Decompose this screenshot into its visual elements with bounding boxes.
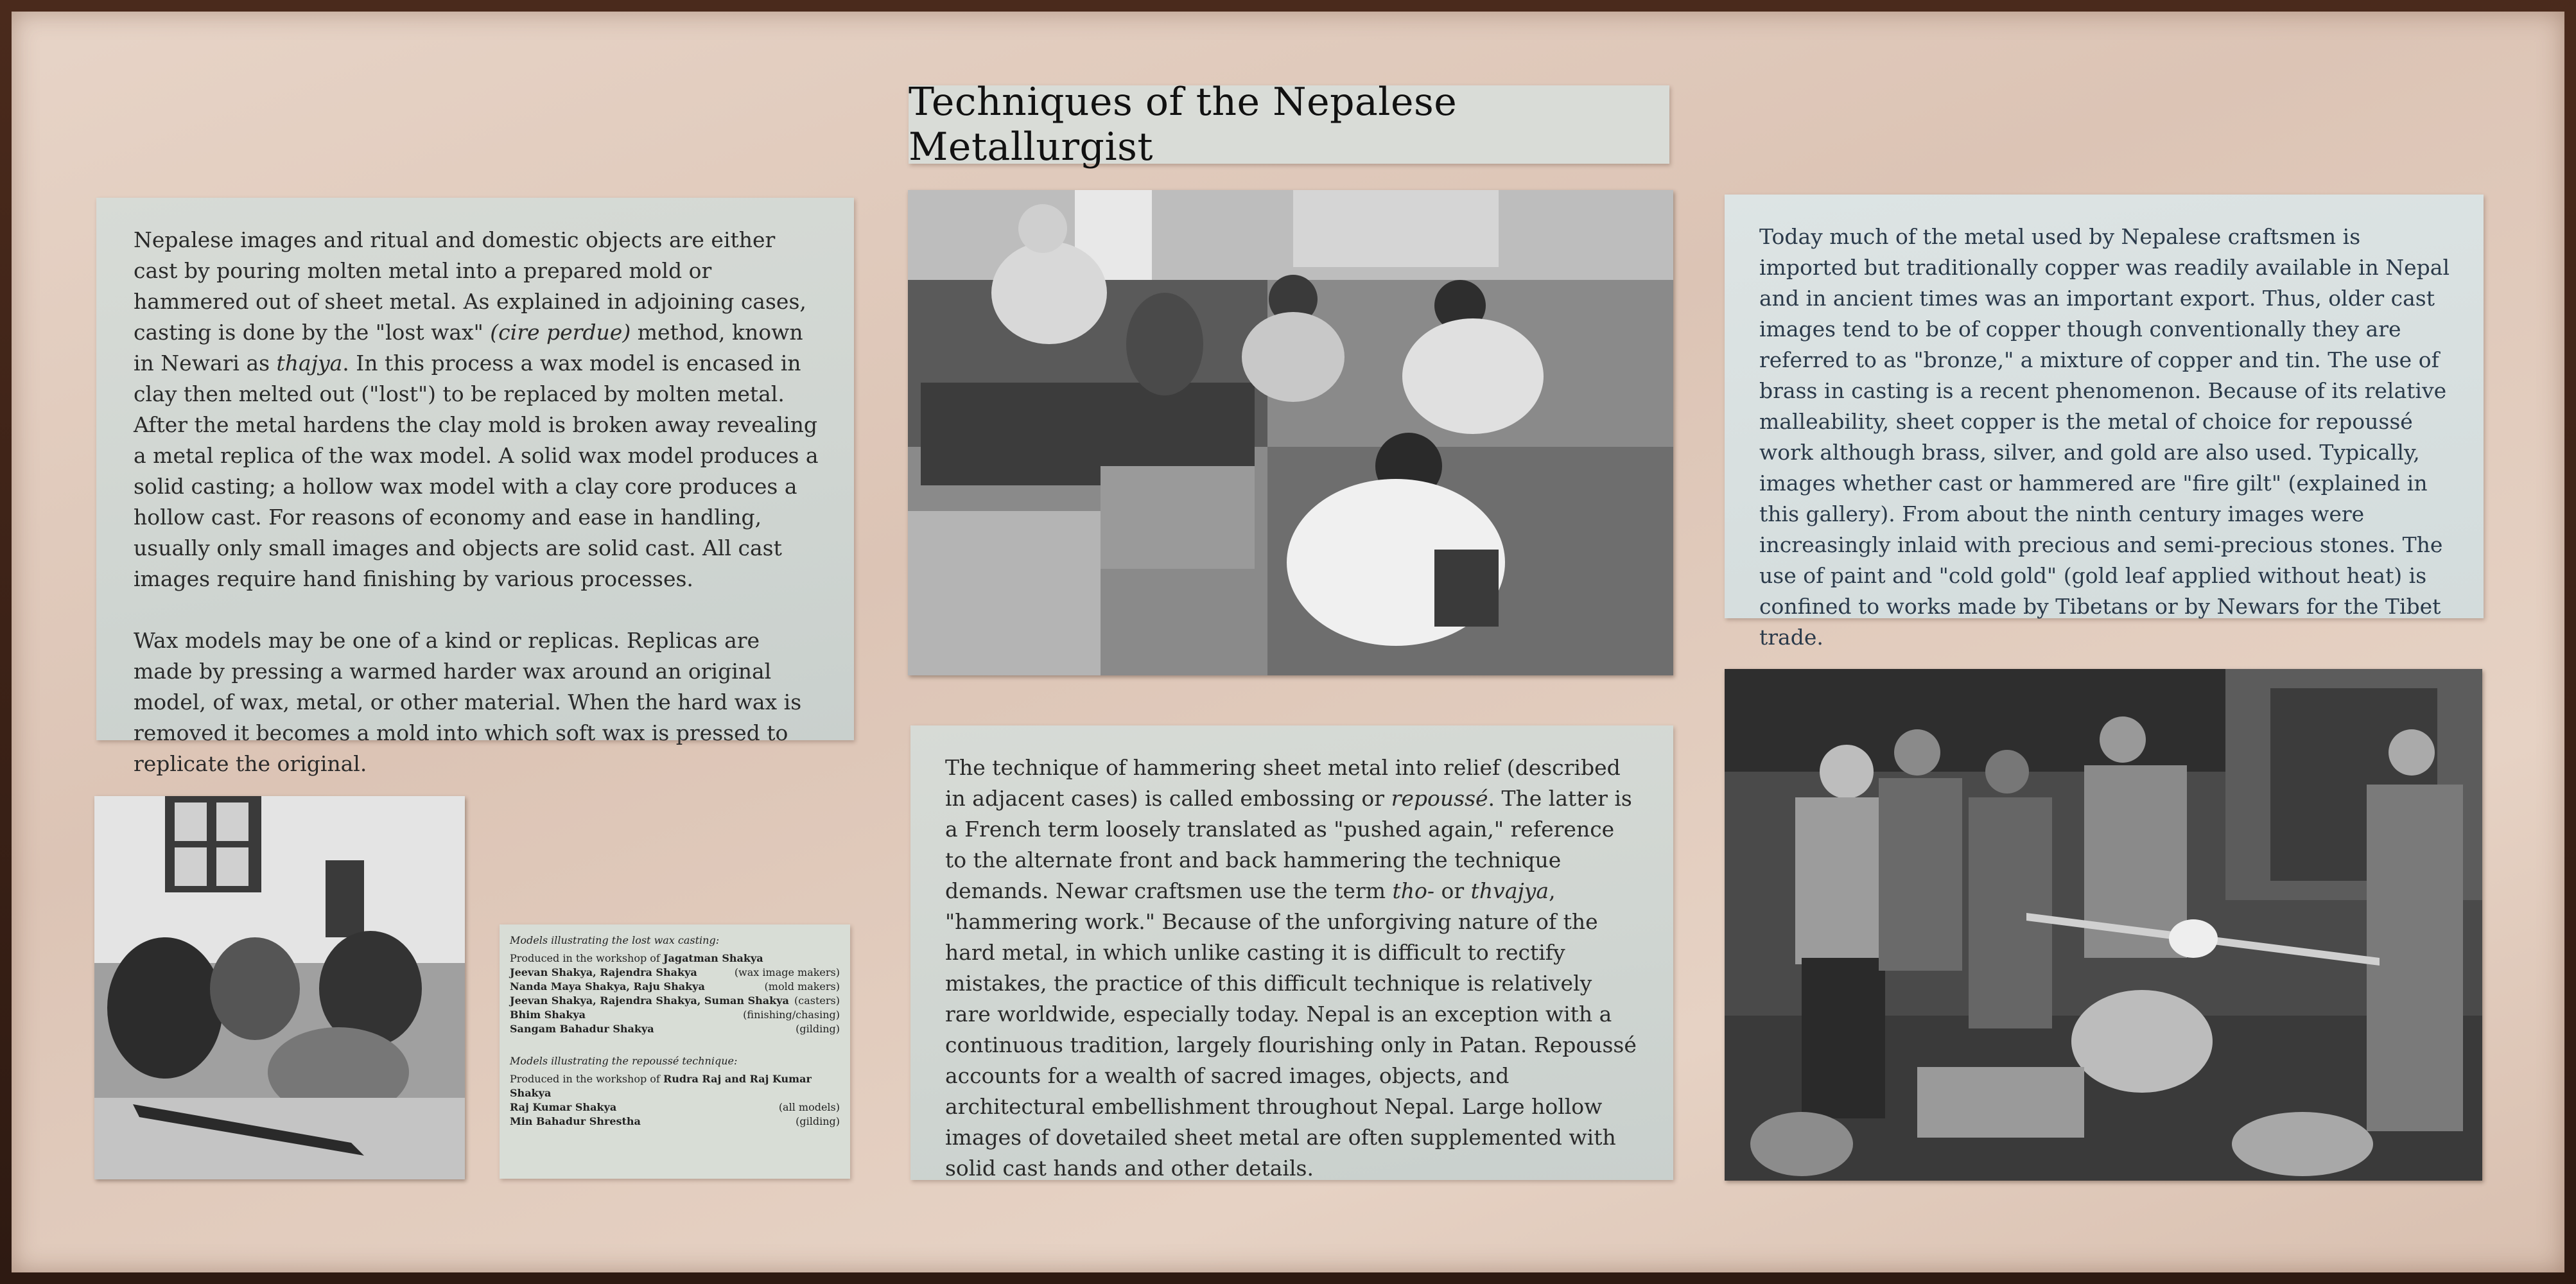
credits-workshop-2-label: Produced in the workshop of [510, 1073, 663, 1085]
credits-role: (gilding) [796, 1115, 840, 1127]
credits-row [510, 1008, 840, 1022]
credits-workshop-1-label: Produced in the workshop of [510, 952, 663, 964]
casting-text [134, 225, 819, 779]
credits-row [510, 1022, 840, 1036]
credits-workshop-1-name: Jagatman Shakya [663, 952, 763, 964]
credits-heading-lost-wax: Models illustrating the lost wax casting: [510, 934, 720, 946]
credits-role: (casters) [794, 994, 840, 1007]
repousse-text-panel [910, 725, 1673, 1180]
credits-role: (all models) [778, 1101, 840, 1113]
repousse-part-a: The technique of hammering sheet metal into relief (described in adjacent cases) is called embossing or [945, 755, 1621, 811]
credits-row [510, 966, 840, 980]
credits-name: Bhim Shakya [510, 1009, 586, 1021]
repousse-or: or [1434, 878, 1471, 903]
credits-heading-repousse: Models illustrating the repoussé technique: [510, 1055, 738, 1067]
thajya-term: thajya [276, 351, 343, 376]
casting-p1-part-a: Nepalese images and ritual and domestic objects are either cast by pouring molten metal into a prepared mold or hammered out of sheet metal. As explained in adjoining cases, casting is done by the "lost wax" [134, 227, 806, 345]
credits-row [510, 980, 840, 994]
thvajya-term: thvajya [1470, 878, 1549, 903]
credits-workshop-2 [510, 1072, 840, 1100]
credits-role: (mold makers) [764, 980, 840, 993]
repousse-term: repoussé [1391, 786, 1488, 811]
repousse-text [945, 752, 1642, 1184]
credits-role: (finishing/chasing) [743, 1009, 840, 1021]
repousse-part-c: , "hammering work." Because of the unforgiving nature of the hard metal, in which unlike casting it is difficult to rectify mistakes, the practice of this difficult technique is relatively rare worldwide, especially today. Nepal is an exception with a continuous tradition, largely flourishing only in Patan. Repoussé accounts for a wealth of sacred images, objects, and architectural embellishment throughout Nepal. Large hollow images of dovetailed sheet metal are often supplemented with solid cast hands and other details. [945, 878, 1637, 1181]
credits-card [500, 924, 850, 1179]
credits-row [510, 1115, 840, 1129]
casting-paragraph-1 [134, 225, 819, 594]
credits-name: Nanda Maya Shakya, Raju Shakya [510, 980, 705, 993]
casting-p1-part-b: method, known in Newari as [134, 320, 803, 376]
metal-text-panel [1725, 195, 2484, 650]
credits-workshop-1 [510, 951, 840, 966]
credits-name: Raj Kumar Shakya [510, 1101, 617, 1113]
repousse-part-b: . The latter is a French term loosely translated as "pushed again," reference to the alternate front and back hammering the technique demands. Newar craftsmen use the term [945, 786, 1632, 903]
page-title: Techniques of the Nepalese Metallurgist [909, 85, 1669, 164]
casting-text-panel [96, 198, 854, 776]
casting-p1-part-c: . In this process a wax model is encased in clay then melted out ("lost") to be replaced by molten metal. After the metal hardens the clay mold is broken away revealing a metal replica of the wax model. A solid wax model produces a solid casting; a hollow wax model with a clay core produces a hollow cast. For reasons of economy and ease in handling, usually only small images and objects are solid cast. All cast images require hand finishing by various processes. [134, 351, 819, 591]
credits-name: Jeevan Shakya, Rajendra Shakya, Suman Shakya [510, 994, 789, 1007]
credits-name: Min Bahadur Shrestha [510, 1115, 641, 1127]
credits-row [510, 1100, 840, 1115]
credits-name: Sangam Bahadur Shakya [510, 1023, 654, 1035]
casting-photo [1725, 669, 2482, 1181]
credits-workshop-2-name: Rudra Raj and Raj Kumar Shakya [510, 1073, 812, 1099]
tho-term: tho- [1392, 878, 1435, 903]
workshop-photo [94, 796, 465, 1179]
credits-role: (wax image makers) [734, 966, 840, 978]
credits-name: Jeevan Shakya, Rajendra Shakya [510, 966, 697, 978]
cire-perdue-term: (cire perdue) [490, 320, 631, 345]
metalworkers-photo [908, 190, 1673, 675]
casting-paragraph-2: Wax models may be one of a kind or replicas. Replicas are made by pressing a warmed harder wax around an original model, of wax, metal, or other material. When the hard wax is removed it becomes a mold into which soft wax is pressed to replicate the original. [134, 628, 802, 776]
credits-role: (gilding) [796, 1023, 840, 1035]
metal-text: Today much of the metal used by Nepalese craftsmen is imported but traditionally copper was readily available in Nepal and in ancient times was an important export. Thus, older cast images tend to be of copper though conventionally they are referred to as "bronze," a mixture of copper and tin. The use of brass in casting is a recent phenomenon. Because of its relative malleability, sheet copper is the metal of choice for repoussé work although brass, silver, and gold are also used. Typically, images whether cast or hammered are "fire gilt" (explained in this gallery). From about the ninth century images were increasingly inlaid with precious and semi-precious stones. The use of paint and "cold gold" (gold leaf applied without heat) is confined to works made by Tibetans or by Newars for the Tibet trade. [1759, 224, 2450, 650]
credits-row [510, 994, 840, 1008]
